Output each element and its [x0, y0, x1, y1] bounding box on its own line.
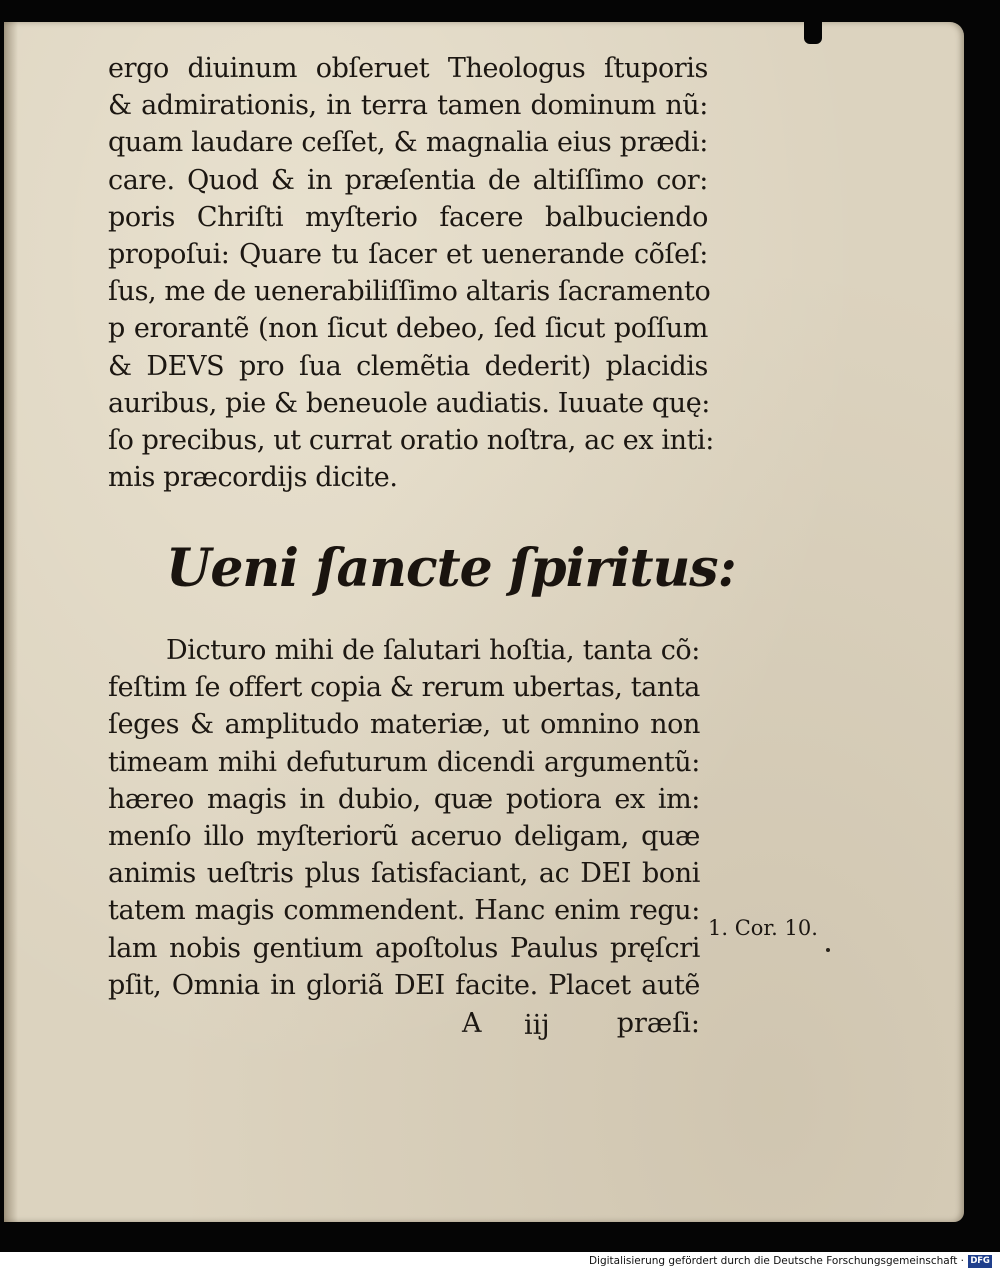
text-line: quam laudare ceſſet, & magnalia eius prædi: — [108, 127, 708, 159]
text-line: animis ueſtris plus ſatisfaciant, ac DEI boni — [108, 858, 700, 890]
section-heading: Ueni ſancte ſpiritus: — [166, 538, 736, 599]
text-line: ſo precibus, ut currat oratio noſtra, ac ex inti: — [108, 424, 714, 456]
gutter-shadow — [4, 22, 18, 1222]
text-line: pſit, Omnia in gloriã DEI facite. Placet autẽ — [108, 969, 700, 1001]
text-line: poris Chriſti myſterio facere balbuciendo — [108, 201, 708, 233]
text-line: Dicturo mihi de ſalutari hoſtia, tanta cõ: — [166, 635, 700, 666]
paragraph-one — [108, 50, 714, 496]
text-line: & DEVS pro ſua clemẽtia dederit) placidis — [108, 350, 708, 382]
dfg-logo: DFG — [968, 1255, 992, 1268]
text-line: mis præcordijs dicite. — [108, 462, 398, 494]
text-line: p erorantẽ (non ſicut debeo, ſed ſicut poſſum — [108, 313, 708, 345]
text-line: ergo diuinum obſeruet Theologus ſtuporis — [108, 53, 708, 84]
text-line: care. Quod & in præſentia de altiſſimo cor: — [108, 164, 708, 196]
text-line: menſo illo myſteriorũ aceruo deligam, quæ — [108, 820, 700, 852]
paragraph-two — [108, 632, 700, 1004]
catchword: præſi: — [616, 1008, 700, 1039]
signature-number: iij — [524, 1010, 550, 1041]
text-line: tatem magis commendent. Hanc enim regu: — [108, 895, 700, 927]
footer-bar — [0, 1252, 1000, 1272]
text-line: lam nobis gentium apoſtolus Paulus pręſcri — [108, 932, 700, 964]
signature-mark: A — [462, 1008, 482, 1039]
marginal-note: 1. Cor. 10. — [708, 916, 818, 940]
funding-credit: Digitalisierung gefördert durch die Deutsche Forschungsgemeinschaft · — [588, 1255, 964, 1267]
text-line: propoſui: Quare tu ſacer et uenerande cõſeſ: — [108, 238, 708, 270]
text-line: timeam mihi defuturum dicendi argumentũ: — [108, 746, 700, 778]
text-line: ſus, me de uenerabiliſſimo altaris ſacramento — [108, 276, 711, 308]
page-notch — [804, 22, 822, 44]
ink-speck — [826, 948, 830, 952]
text-line: & admirationis, in terra tamen dominum nũ: — [108, 90, 708, 122]
text-line: feſtim ſe offert copia & rerum ubertas, tanta — [108, 672, 700, 704]
text-line: ſeges & amplitudo materiæ, ut omnino non — [108, 709, 700, 741]
text-line: hæreo magis in dubio, quæ potiora ex im: — [108, 783, 700, 815]
text-line: auribus, pie & beneuole audiatis. Iuuate quę: — [108, 387, 710, 419]
